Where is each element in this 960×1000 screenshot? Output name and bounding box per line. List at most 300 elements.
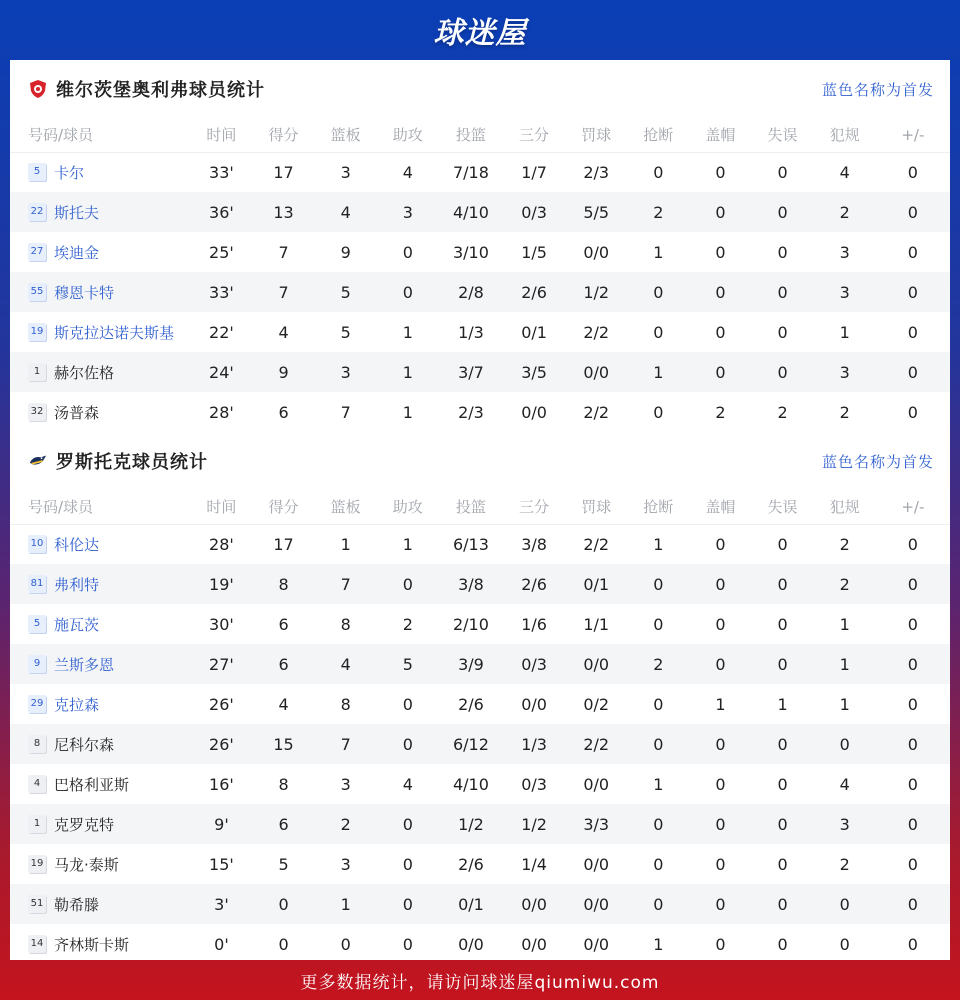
column-header: 抢断 (643, 126, 674, 145)
stat-cell: 0 (907, 242, 918, 262)
stat-cell: 7/18 (452, 162, 489, 182)
stat-cell: 19' (209, 574, 234, 594)
stat-cell: 2 (777, 402, 788, 422)
player-cell (10, 644, 190, 684)
stat-cell: 3/3 (583, 814, 610, 834)
stat-cell: 0 (715, 282, 726, 302)
player-name[interactable]: 施瓦茨 (54, 615, 100, 634)
stat-cell: 0 (777, 362, 788, 382)
stat-cell: 0/0 (458, 934, 484, 954)
stat-cell: 3' (214, 894, 229, 914)
stat-cell: 0/0 (583, 654, 610, 674)
stat-cell: 3 (402, 202, 413, 222)
column-header: +/- (901, 497, 925, 516)
team-title: 维尔茨堡奥利弗球员统计 (56, 80, 265, 101)
table-row (10, 724, 950, 764)
stat-cell: 0 (402, 934, 413, 954)
stat-cell: 0/3 (521, 774, 547, 794)
stat-cell: 0 (715, 934, 726, 954)
stat-cell: 1 (402, 362, 413, 382)
stat-cell: 0 (402, 242, 413, 262)
stat-cell: 7 (340, 402, 351, 422)
stat-cell: 1 (653, 362, 664, 382)
stat-cell: 0 (715, 322, 726, 342)
jersey-number: 55 (28, 283, 46, 301)
jersey-number: 29 (28, 695, 46, 713)
jersey-number: 9 (28, 655, 46, 673)
stat-cell: 0 (715, 734, 726, 754)
stat-cell: 2/8 (458, 282, 484, 302)
stat-cell: 1 (402, 534, 413, 554)
stat-cell: 0 (907, 894, 918, 914)
starter-note: 蓝色名称为首发 (821, 80, 934, 99)
stat-cell: 6 (278, 814, 289, 834)
stat-cell: 0 (839, 934, 850, 954)
stat-cell: 1/5 (521, 242, 547, 262)
stat-cell: 16' (209, 774, 234, 794)
shield-logo-icon (28, 79, 48, 99)
player-name[interactable]: 斯托夫 (54, 203, 100, 222)
stat-cell: 0 (715, 162, 726, 182)
stat-cell: 6/13 (452, 534, 489, 554)
player-cell (10, 724, 190, 764)
stat-cell: 1 (839, 322, 850, 342)
stat-cell: 0 (402, 574, 413, 594)
player-cell (10, 312, 190, 352)
brand-header (0, 0, 960, 60)
stat-cell: 2/6 (458, 694, 484, 714)
stat-cell: 0 (839, 734, 850, 754)
stat-cell: 0 (715, 534, 726, 554)
table-row (10, 392, 950, 432)
stat-cell: 0 (907, 202, 918, 222)
stat-cell: 4 (402, 162, 413, 182)
stat-cell: 0 (777, 814, 788, 834)
column-header: 篮板 (330, 498, 361, 517)
stat-cell: 1/2 (521, 814, 547, 834)
column-header: +/- (901, 125, 925, 144)
stat-cell: 0 (653, 162, 664, 182)
stat-cell: 4/10 (452, 774, 489, 794)
player-cell (10, 564, 190, 604)
stat-cell: 0 (402, 734, 413, 754)
stat-cell: 2 (839, 574, 850, 594)
player-cell (10, 924, 190, 960)
stat-cell: 0 (777, 854, 788, 874)
stat-cell: 7 (340, 574, 351, 594)
stat-cell: 0 (402, 694, 413, 714)
stat-cell: 0 (907, 774, 918, 794)
stat-cell: 0 (777, 242, 788, 262)
player-name[interactable]: 穆恩卡特 (54, 283, 115, 302)
stat-cell: 6 (278, 614, 289, 634)
stat-cell: 1/3 (458, 322, 484, 342)
stat-cell: 3 (340, 362, 351, 382)
stat-cell: 4 (278, 322, 289, 342)
stat-cell: 0/2 (583, 694, 610, 714)
stat-cell: 25' (209, 242, 234, 262)
table-row (10, 684, 950, 724)
stat-cell: 0 (715, 854, 726, 874)
stat-cell: 4 (839, 774, 850, 794)
table-row (10, 312, 950, 352)
stat-cell: 1 (839, 654, 850, 674)
stat-cell: 0 (340, 934, 351, 954)
column-header: 罚球 (581, 498, 612, 517)
table-row (10, 844, 950, 884)
jersey-number: 19 (28, 323, 46, 341)
stat-cell: 0 (907, 654, 918, 674)
column-header: 投篮 (455, 498, 486, 517)
table-row (10, 524, 950, 564)
team-title: 罗斯托克球员统计 (56, 452, 208, 473)
stat-cell: 7 (278, 282, 289, 302)
column-header: 犯规 (829, 126, 860, 145)
column-header: 失误 (767, 126, 798, 145)
stat-cell: 1/6 (521, 614, 547, 634)
player-name: 齐林斯卡斯 (54, 935, 130, 954)
player-name[interactable]: 克拉森 (54, 695, 100, 714)
stat-cell: 3 (340, 774, 351, 794)
stat-cell: 0 (653, 322, 664, 342)
player-name[interactable]: 弗利特 (54, 575, 100, 594)
stat-cell: 1 (653, 534, 664, 554)
stat-cell: 2/2 (583, 322, 610, 342)
player-cell (10, 604, 190, 644)
stat-cell: 22' (209, 322, 234, 342)
stat-cell: 0 (777, 282, 788, 302)
brand-logo: 球迷屋 (433, 16, 527, 51)
player-cell (10, 272, 190, 312)
stat-cell: 0 (653, 814, 664, 834)
stat-cell: 9 (340, 242, 351, 262)
stat-cell: 2 (402, 614, 413, 634)
stat-cell: 15 (273, 734, 294, 754)
stats-card (10, 60, 950, 960)
stat-cell: 1 (402, 322, 413, 342)
stat-cell: 4 (839, 162, 850, 182)
stat-cell: 26' (209, 734, 234, 754)
column-header: 失误 (767, 498, 798, 517)
player-cell (10, 232, 190, 272)
player-name: 尼科尔森 (54, 735, 115, 754)
stat-cell: 6 (278, 654, 289, 674)
stat-cell: 0/0 (583, 854, 610, 874)
player-name: 马龙·泰斯 (54, 855, 119, 874)
stat-cell: 3/10 (452, 242, 489, 262)
stat-cell: 3 (839, 282, 850, 302)
table-row (10, 884, 950, 924)
column-header: 号码/球员 (28, 498, 94, 517)
column-header: 时间 (206, 498, 237, 517)
jersey-number: 1 (28, 363, 46, 381)
stat-cell: 1/7 (521, 162, 547, 182)
stat-cell: 1 (653, 774, 664, 794)
stat-cell: 17 (273, 534, 294, 554)
stat-cell: 33' (209, 162, 234, 182)
stat-cell: 0 (715, 574, 726, 594)
player-name: 克罗克特 (54, 815, 115, 834)
stat-cell: 0/0 (521, 694, 547, 714)
stat-cell: 0/1 (583, 574, 610, 594)
stat-cell: 0 (777, 734, 788, 754)
player-name[interactable]: 斯克拉达诺夫斯基 (54, 323, 175, 342)
stat-cell: 0 (907, 574, 918, 594)
column-header: 抢断 (643, 498, 674, 517)
table-row (10, 272, 950, 312)
stat-cell: 2/2 (583, 534, 610, 554)
stat-cell: 3/7 (458, 362, 484, 382)
stat-cell: 30' (209, 614, 234, 634)
column-header: 罚球 (581, 126, 612, 145)
stat-cell: 0/1 (521, 322, 547, 342)
stat-cell: 2 (839, 402, 850, 422)
player-name[interactable]: 卡尔 (54, 163, 85, 182)
jersey-number: 27 (28, 243, 46, 261)
stat-cell: 9 (278, 362, 289, 382)
stat-cell: 2 (839, 534, 850, 554)
stat-cell: 2/6 (521, 282, 547, 302)
table-row (10, 644, 950, 684)
player-name[interactable]: 科伦达 (54, 535, 100, 554)
stat-cell: 0 (715, 814, 726, 834)
stat-cell: 8 (340, 614, 351, 634)
stat-cell: 4/10 (452, 202, 489, 222)
stat-cell: 0 (715, 202, 726, 222)
jersey-number: 4 (28, 775, 46, 793)
stat-cell: 1/3 (521, 734, 547, 754)
stat-cell: 0 (653, 282, 664, 302)
stat-cell: 1/2 (583, 282, 610, 302)
table-row (10, 564, 950, 604)
stat-cell: 0/0 (583, 934, 610, 954)
jersey-number: 22 (28, 203, 46, 221)
stat-cell: 26' (209, 694, 234, 714)
stat-cell: 2/3 (583, 162, 610, 182)
stat-cell: 0/0 (521, 934, 547, 954)
player-name: 勒希滕 (54, 895, 100, 914)
player-cell (10, 884, 190, 924)
stat-cell: 0 (907, 814, 918, 834)
stat-cell: 4 (402, 774, 413, 794)
stat-cell: 0 (715, 614, 726, 634)
footer-text: 更多数据统计，请访问球迷屋qiumiwu.com (300, 972, 660, 993)
table-header-row (10, 490, 950, 524)
stat-cell: 3 (839, 814, 850, 834)
stat-cell: 0/0 (583, 242, 610, 262)
stat-cell: 17 (273, 162, 294, 182)
stat-cell: 0 (715, 654, 726, 674)
stat-cell: 3 (839, 362, 850, 382)
stat-cell: 0 (777, 574, 788, 594)
stat-cell: 2 (653, 202, 664, 222)
column-header: 得分 (268, 498, 299, 517)
player-name[interactable]: 兰斯多恩 (54, 655, 115, 674)
stat-cell: 0 (907, 162, 918, 182)
team-header (10, 432, 950, 490)
player-cell (10, 764, 190, 804)
stat-cell: 2 (340, 814, 351, 834)
stat-cell: 0 (907, 614, 918, 634)
jersey-number: 51 (28, 895, 46, 913)
player-cell (10, 844, 190, 884)
column-header: 盖帽 (705, 126, 736, 145)
column-header: 三分 (519, 498, 550, 517)
stat-cell: 0 (715, 894, 726, 914)
jersey-number: 5 (28, 163, 46, 181)
stat-cell: 7 (278, 242, 289, 262)
jersey-number: 14 (28, 935, 46, 953)
stat-cell: 6 (278, 402, 289, 422)
stat-cell: 0 (777, 614, 788, 634)
stat-cell: 0 (653, 894, 664, 914)
column-header: 时间 (206, 126, 237, 145)
stat-cell: 0/0 (583, 894, 610, 914)
jersey-number: 8 (28, 735, 46, 753)
stat-cell: 2/2 (583, 402, 610, 422)
jersey-number: 32 (28, 403, 46, 421)
stat-cell: 2/3 (458, 402, 484, 422)
stat-cell: 1 (839, 694, 850, 714)
stat-cell: 3/9 (458, 654, 484, 674)
stat-cell: 0' (214, 934, 229, 954)
column-header: 助攻 (392, 498, 423, 517)
table-row (10, 804, 950, 844)
column-header: 号码/球员 (28, 126, 94, 145)
footer-banner[interactable] (0, 960, 960, 1000)
team-header (10, 60, 950, 118)
stat-cell: 0 (907, 534, 918, 554)
player-cell (10, 192, 190, 232)
stat-cell: 0 (777, 774, 788, 794)
stat-cell: 8 (278, 774, 289, 794)
stat-cell: 7 (340, 734, 351, 754)
stat-cell: 0 (402, 894, 413, 914)
stat-cell: 1 (340, 534, 351, 554)
stat-cell: 0 (777, 202, 788, 222)
stat-cell: 1 (653, 934, 664, 954)
stat-cell: 13 (273, 202, 294, 222)
stat-cell: 5 (340, 322, 351, 342)
stat-cell: 0 (907, 402, 918, 422)
jersey-number: 5 (28, 615, 46, 633)
stat-cell: 1 (715, 694, 726, 714)
stat-cell: 0 (777, 894, 788, 914)
stat-cell: 0/0 (521, 402, 547, 422)
stat-cell: 1 (777, 694, 788, 714)
player-stats-table (10, 118, 950, 432)
stat-cell: 3 (340, 854, 351, 874)
stat-cell: 3 (839, 242, 850, 262)
table-row (10, 924, 950, 960)
stat-cell: 4 (340, 202, 351, 222)
stat-cell: 8 (340, 694, 351, 714)
stat-cell: 8 (278, 574, 289, 594)
column-header: 盖帽 (705, 498, 736, 517)
stat-cell: 2/6 (458, 854, 484, 874)
jersey-number: 1 (28, 815, 46, 833)
stat-cell: 1 (402, 402, 413, 422)
stat-cell: 4 (278, 694, 289, 714)
stat-cell: 0 (777, 322, 788, 342)
table-row (10, 232, 950, 272)
stat-cell: 1 (340, 894, 351, 914)
stat-cell: 15' (209, 854, 234, 874)
stat-cell: 0 (715, 774, 726, 794)
table-row (10, 764, 950, 804)
player-name[interactable]: 埃迪金 (54, 243, 100, 262)
stat-cell: 0 (907, 362, 918, 382)
player-stats-table (10, 490, 950, 960)
stat-cell: 5 (340, 282, 351, 302)
starter-note: 蓝色名称为首发 (821, 452, 934, 471)
stat-cell: 0/0 (583, 774, 610, 794)
stat-cell: 0/0 (583, 362, 610, 382)
stat-cell: 3/8 (521, 534, 547, 554)
table-row (10, 192, 950, 232)
stat-cell: 0 (777, 934, 788, 954)
player-cell (10, 524, 190, 564)
jersey-number: 19 (28, 855, 46, 873)
player-cell (10, 684, 190, 724)
stat-cell: 0/3 (521, 654, 547, 674)
seawolf-logo-icon (28, 451, 48, 471)
stat-cell: 6/12 (452, 734, 489, 754)
stat-cell: 0 (907, 934, 918, 954)
stat-cell: 0 (907, 322, 918, 342)
stat-cell: 36' (209, 202, 234, 222)
column-header: 三分 (519, 126, 550, 145)
table-row (10, 604, 950, 644)
column-header: 犯规 (829, 498, 860, 517)
stat-cell: 28' (209, 402, 234, 422)
stat-cell: 0 (907, 694, 918, 714)
stat-cell: 1/4 (521, 854, 547, 874)
stat-cell: 27' (209, 654, 234, 674)
stat-cell: 0 (777, 534, 788, 554)
stat-cell: 0 (777, 654, 788, 674)
stat-cell: 0/1 (458, 894, 484, 914)
jersey-number: 10 (28, 535, 46, 553)
stat-cell: 2/10 (452, 614, 489, 634)
stat-cell: 0/3 (521, 202, 547, 222)
stat-cell: 2 (839, 854, 850, 874)
stat-cell: 0 (777, 162, 788, 182)
stat-cell: 5 (278, 854, 289, 874)
column-header: 篮板 (330, 126, 361, 145)
stat-cell: 0 (715, 362, 726, 382)
stat-cell: 5/5 (583, 202, 610, 222)
stat-cell: 0 (278, 894, 289, 914)
stat-cell: 0 (402, 814, 413, 834)
jersey-number: 81 (28, 575, 46, 593)
column-header: 得分 (268, 126, 299, 145)
stat-cell: 9' (214, 814, 229, 834)
stat-cell: 3/5 (521, 362, 547, 382)
table-header-row (10, 118, 950, 152)
stat-cell: 2 (653, 654, 664, 674)
stat-cell: 0 (715, 242, 726, 262)
stat-cell: 0 (653, 694, 664, 714)
stat-cell: 2 (715, 402, 726, 422)
table-row (10, 152, 950, 192)
stat-cell: 0 (653, 614, 664, 634)
stat-cell: 3 (340, 162, 351, 182)
column-header: 助攻 (392, 126, 423, 145)
stat-cell: 1 (839, 614, 850, 634)
stat-cell: 0 (907, 282, 918, 302)
stat-cell: 0/0 (521, 894, 547, 914)
